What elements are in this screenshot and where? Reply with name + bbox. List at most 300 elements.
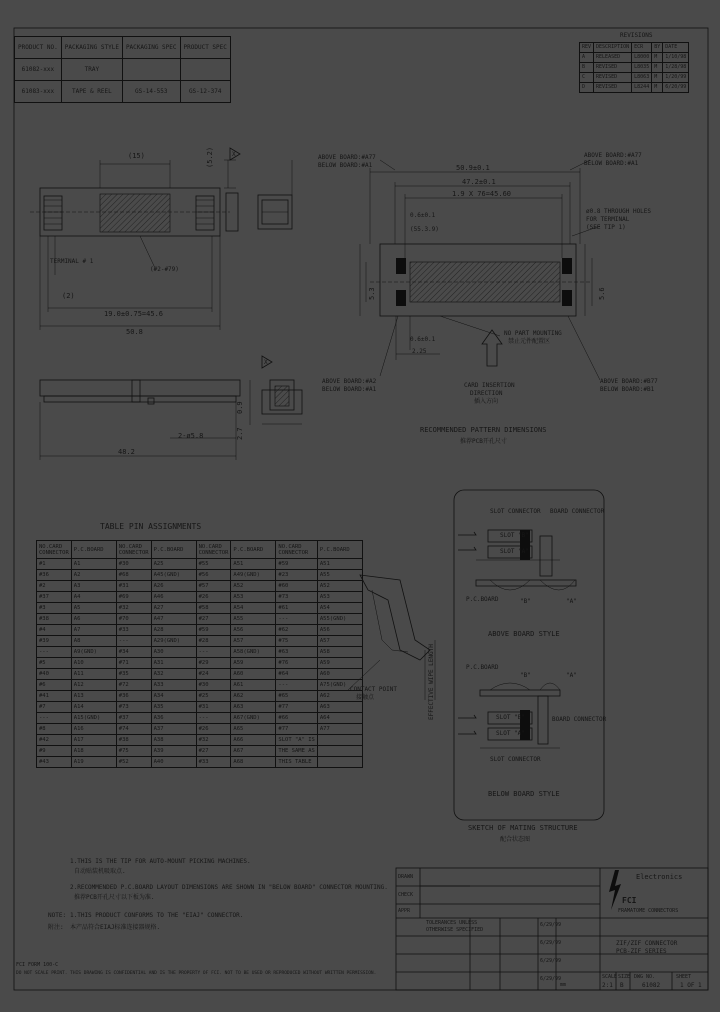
pin-cell: A25 [151, 559, 196, 570]
rev-cell: M [652, 63, 663, 73]
rev-cell: M [652, 83, 663, 93]
pin-cell: A49(GND) [231, 570, 276, 581]
pin-cell: #62 [276, 625, 317, 636]
product-header: PRODUCT NO. [15, 37, 62, 59]
drawing-number: 61082 [642, 982, 661, 989]
product-cell: 61082-xxx [15, 59, 62, 81]
dim-h1: 0.9 [236, 401, 244, 414]
rev-cell: C [580, 73, 594, 83]
pin-cell: --- [196, 647, 231, 658]
size-value: B [620, 982, 624, 989]
pin-cell: A56 [317, 625, 362, 636]
pin-cell: #68 [116, 570, 151, 581]
pin-cell: #75 [116, 746, 151, 757]
pin-cell: #31 [196, 702, 231, 713]
pin-table-header: NO.CARD CONNECTOR [37, 541, 72, 559]
pc-board-label-2: P.C.BOARD [466, 664, 499, 671]
product-cell: TRAY [61, 59, 122, 81]
dim-overall: 50.8 [126, 328, 143, 336]
dim-top: (15) [128, 152, 145, 160]
pin-cell: #40 [37, 669, 72, 680]
rev-cell: L8244 [632, 83, 652, 93]
pin-cell: #33 [196, 757, 231, 768]
pin-cell: A29(GND) [151, 636, 196, 647]
pin-cell: #77 [276, 702, 317, 713]
pin-cell: A59 [231, 658, 276, 669]
rev-cell: 1/10/98 [663, 53, 689, 63]
pin-cell: #9 [37, 746, 72, 757]
pin-cell: #75 [276, 636, 317, 647]
pin-cell: #36 [37, 570, 72, 581]
dim-bottom: 19.0±0.75=45.6 [104, 310, 164, 318]
pin-cell: A45(GND) [151, 570, 196, 581]
pin-cell: #6 [37, 680, 72, 691]
pin-cell: A52 [231, 581, 276, 592]
pin-cell: A61 [231, 680, 276, 691]
pin-cell: #32 [196, 735, 231, 746]
pin-cell: A54 [231, 603, 276, 614]
dwg-label: DWG NO. [634, 974, 656, 980]
contact-point-label-cn: 接触点 [356, 694, 375, 701]
pin-cell: #59 [196, 625, 231, 636]
pin-cell: A15(GND) [71, 713, 116, 724]
dim-pattern-inner: 47.2±0.1 [462, 178, 496, 186]
pin-cell: #36 [116, 691, 151, 702]
pin-cell: #60 [276, 581, 317, 592]
pin-cell: #61 [276, 603, 317, 614]
pin-cell: A17 [71, 735, 116, 746]
pin-cell: #72 [116, 680, 151, 691]
pin-cell: A18 [71, 746, 116, 757]
rev-cell: 6/20/99 [663, 83, 689, 93]
b-label-2: "B" [520, 672, 531, 679]
slot-b-label: SLOT "B" [500, 532, 529, 539]
pin-cell: A3 [71, 581, 116, 592]
company-name: Electronics [636, 873, 683, 881]
pin-cell: #4 [37, 625, 72, 636]
pin-table-header: NO.CARD CONNECTOR [116, 541, 151, 559]
pin-cell: A5 [71, 603, 116, 614]
product-cell [122, 59, 180, 81]
rev-cell: REVISED [594, 73, 632, 83]
pin-cell: A67(GND) [231, 713, 276, 724]
pin-cell: A31 [151, 658, 196, 669]
table-row [37, 735, 363, 746]
pin-cell: #74 [116, 724, 151, 735]
b-label: "B" [520, 598, 531, 605]
units: mm [560, 982, 567, 988]
table-row [37, 713, 363, 724]
pin-cell: #71 [116, 658, 151, 669]
dim-h2: 2.7 [236, 427, 244, 440]
pin-cell: #59 [276, 559, 317, 570]
sketch-title-cn: 配合状态图 [500, 836, 531, 843]
top-view-connector [30, 160, 238, 330]
pin-cell: #38 [37, 614, 72, 625]
revisions-table [579, 42, 689, 93]
slot-a-label: SLOT "A" [500, 548, 529, 555]
pin-cell: #26 [196, 724, 231, 735]
date-2: 6/29/99 [540, 940, 562, 946]
pin-cell: A36 [151, 713, 196, 724]
note-text: 1.THIS PRODUCT CONFORMS TO THE "EIAJ" CONNECTOR. [70, 912, 244, 919]
pin-cell: --- [196, 713, 231, 724]
holes-note-3: (SEE TIP 1) [586, 224, 626, 231]
board-connector-label: BOARD CONNECTOR [550, 508, 605, 515]
table-row [37, 757, 363, 768]
pin-cell: --- [276, 614, 317, 625]
pin-label: (#2-#79) [150, 266, 179, 273]
pin-cell: A40 [151, 757, 196, 768]
pin-cell [317, 746, 362, 757]
pin-cell: A51 [231, 559, 276, 570]
pin-cell: A60 [317, 669, 362, 680]
pin-cell: #24 [196, 669, 231, 680]
pin-cell: A34 [151, 691, 196, 702]
pin-cell: A60 [231, 669, 276, 680]
pin-cell: #64 [276, 669, 317, 680]
pin-table-header: NO.CARD CONNECTOR [196, 541, 231, 559]
pin-cell: A53 [231, 592, 276, 603]
note-label: NOTE: [48, 912, 67, 919]
pin-cell: #23 [276, 570, 317, 581]
pin-cell: A55(GND) [317, 614, 362, 625]
dim-pattern-side: 5.3 [368, 287, 376, 300]
dim-pattern-pitch: 1.9 X 76=45.60 [452, 190, 512, 198]
pin-cell: A51 [317, 559, 362, 570]
pin-cell: --- [276, 680, 317, 691]
table-row [37, 647, 363, 658]
pin-cell: A2 [71, 570, 116, 581]
pin-cell: #25 [196, 691, 231, 702]
sheet-value: 1 OF 1 [680, 982, 702, 989]
table-row [37, 592, 363, 603]
packaging-spec-header: PACKAGING SPEC [122, 37, 180, 59]
checked-label: CHECK [398, 892, 414, 898]
sketch-title: SKETCH OF MATING STRUCTURE [468, 824, 578, 832]
pin-cell: #29 [196, 658, 231, 669]
pin-cell: #65 [276, 691, 317, 702]
pin-cell: #28 [196, 636, 231, 647]
pin-cell: THIS TABLE [276, 757, 317, 768]
a-label-2: "A" [566, 672, 577, 679]
revisions-title: REVISIONS [620, 32, 653, 39]
rev-cell: REVISED [594, 63, 632, 73]
rev-cell: RELEASED [594, 53, 632, 63]
pin-cell: A35 [151, 702, 196, 713]
pin-cell: A66 [231, 735, 276, 746]
product-table [14, 36, 231, 103]
contact-point-label: CONTACT POINT [350, 686, 397, 693]
pin-cell: #76 [276, 658, 317, 669]
product-cell: GS-14-553 [122, 81, 180, 103]
product-cell [180, 59, 230, 81]
dim-pattern-height: 5.6 [598, 287, 606, 300]
pin-cell: A13 [71, 691, 116, 702]
pin-cell: #73 [116, 702, 151, 713]
table-row [37, 658, 363, 669]
pin-cell: A14 [71, 702, 116, 713]
pin-cell: #52 [116, 757, 151, 768]
card-insert-label-cn: 插入方向 [474, 398, 499, 405]
rev-cell: M [652, 53, 663, 63]
above-a1: ABOVE BOARD:#A77 [584, 152, 642, 159]
pin-cell: #37 [37, 592, 72, 603]
dim-pattern-overall: 50.9±0.1 [456, 164, 490, 172]
no-part-label-cn: 禁止元件配置区 [508, 338, 551, 345]
pin-table-header: P.C.BOARD [231, 541, 276, 559]
no-part-label: NO PART MOUNTING [504, 330, 562, 337]
slot-connector-label: SLOT CONNECTOR [490, 508, 541, 515]
pin-cell: A62 [317, 691, 362, 702]
pin-cell: A6 [71, 614, 116, 625]
dim-height: (5.2) [206, 146, 214, 168]
pin-cell: A55 [317, 570, 362, 581]
pin-cell: #1 [37, 559, 72, 570]
pin-cell: A32 [151, 669, 196, 680]
scale-value: 2:1 [602, 982, 613, 989]
dim-pattern-bot2: 2.25 [412, 348, 427, 355]
pin-cell: #56 [196, 570, 231, 581]
holes-note-2: FOR TERMINAL [586, 216, 630, 223]
pin-cell: A37 [151, 724, 196, 735]
pin-cell: A55 [231, 614, 276, 625]
pin-cell: A56 [231, 625, 276, 636]
board-connector-label-2: BOARD CONNECTOR [552, 716, 607, 723]
pin-cell: A7 [71, 625, 116, 636]
rev-cell: L8000 [632, 53, 652, 63]
table-row [37, 625, 363, 636]
brand-sub: FRAMATOME CONNECTORS [618, 908, 679, 914]
pin-cell: A10 [71, 658, 116, 669]
size-label: SIZE [618, 974, 631, 980]
pin-cell: #58 [196, 603, 231, 614]
pin-cell: THE SAME AS [276, 746, 317, 757]
pin-cell: --- [37, 713, 72, 724]
card-insert-label-2: DIRECTION [470, 390, 503, 397]
pin-cell: A59 [317, 658, 362, 669]
pin-cell: A75(GND) [317, 680, 362, 691]
below-a77: BELOW BOARD:#A1 [318, 162, 373, 169]
pin-assignment-table [36, 540, 363, 768]
pin-cell: A9(GND) [71, 647, 116, 658]
table-row [37, 691, 363, 702]
dim-pins: 2-ø5.8 [178, 432, 204, 440]
table-row [37, 746, 363, 757]
tolerances-label-2: OTHERWISE SPECIFIED [426, 927, 484, 933]
pin-cell: #39 [37, 636, 72, 647]
above-style-label: ABOVE BOARD STYLE [488, 630, 560, 638]
pin-cell [317, 735, 362, 746]
dim-pattern-bot: 0.6±0.1 [410, 336, 436, 343]
pin-table-header: P.C.BOARD [71, 541, 116, 559]
slot-a-label-2: SLOT "A" [496, 730, 525, 737]
slot-connector-label-2: SLOT CONNECTOR [490, 756, 541, 763]
pin-cell: #70 [116, 614, 151, 625]
date-4: 6/29/99 [540, 976, 562, 982]
table-row [37, 702, 363, 713]
pc-board-label: P.C.BOARD [466, 596, 499, 603]
pin-cell: #34 [116, 647, 151, 658]
pin-cell: #57 [196, 581, 231, 592]
pin-cell: A58 [317, 647, 362, 658]
pin-cell: SLOT "A" IS [276, 735, 317, 746]
terminal-label: TERMINAL # 1 [50, 258, 94, 265]
table-row [37, 724, 363, 735]
pin-cell: A77 [317, 724, 362, 735]
pin-cell: #27 [196, 746, 231, 757]
pin-cell: A52 [317, 581, 362, 592]
above-a77: ABOVE BOARD:#A77 [318, 154, 376, 161]
pin-cell: #30 [116, 559, 151, 570]
rev-cell: REVISED [594, 83, 632, 93]
pin-cell: A65 [231, 724, 276, 735]
pin-cell: A57 [231, 636, 276, 647]
pin-cell: #69 [116, 592, 151, 603]
pin-cell: A46 [151, 592, 196, 603]
dim-width: 48.2 [118, 448, 135, 456]
pin-cell: A39 [151, 746, 196, 757]
note-1-cn: 自动贴装机吸取点. [74, 868, 126, 875]
holes-note: ø0.8 THROUGH HOLES [586, 208, 652, 215]
rev-header: BY [652, 43, 663, 53]
footer-form: FCI FORM 100-C [16, 962, 59, 968]
pin-table-header: NO.CARD CONNECTOR [276, 541, 317, 559]
table-row [37, 669, 363, 680]
a-label: "A" [566, 598, 577, 605]
rev-header: REV [580, 43, 594, 53]
date-3: 6/29/99 [540, 958, 562, 964]
pin-cell: #77 [276, 724, 317, 735]
pin-cell: #37 [116, 713, 151, 724]
product-cell: GS-12-374 [180, 81, 230, 103]
rev-cell: 1/20/99 [663, 73, 689, 83]
pin-cell: A12 [71, 680, 116, 691]
pin-cell: #55 [196, 559, 231, 570]
rev-cell: L8035 [632, 63, 652, 73]
pattern-title-cn: 推荐PCB开孔尺寸 [460, 438, 507, 445]
rev-cell: B [580, 63, 594, 73]
datum-x: X [232, 151, 236, 158]
above-a2: ABOVE BOARD:#A2 [322, 378, 377, 385]
pin-cell: #30 [196, 680, 231, 691]
pin-cell: #5 [37, 658, 72, 669]
date-1: 6/29/99 [540, 922, 562, 928]
pin-cell: A47 [151, 614, 196, 625]
product-cell: 61083-xxx [15, 81, 62, 103]
slot-b-label-2: SLOT "B" [496, 714, 525, 721]
mating-sketch [454, 490, 607, 820]
table-row [37, 570, 363, 581]
pattern-title: RECOMMENDED PATTERN DIMENSIONS [420, 426, 547, 434]
table-row [37, 636, 363, 647]
rev-header: DESCRIPTION [594, 43, 632, 53]
table-row [37, 581, 363, 592]
pin-cell: A11 [71, 669, 116, 680]
below-style-label: BELOW BOARD STYLE [488, 790, 560, 798]
pin-cell: A54 [317, 603, 362, 614]
desc-2: PCB-ZIF SERIES [616, 948, 667, 955]
pin-table-header: P.C.BOARD [317, 541, 362, 559]
pin-cell: A53 [317, 592, 362, 603]
pin-cell: A67 [231, 746, 276, 757]
note-2: 2.RECOMMENDED P.C.BOARD LAYOUT DIMENSIONS ARE SHOWN IN "BELOW BOARD" CONNECTOR MOUNTING. [70, 884, 388, 891]
rev-cell: D [580, 83, 594, 93]
desc-1: ZIF/ZIF CONNECTOR [616, 940, 678, 947]
note-2-cn: 推荐PCB开孔尺寸以下板为准. [74, 894, 155, 901]
tolerances-label: TOLERANCES UNLESS [426, 920, 478, 926]
pin-table-header: P.C.BOARD [151, 541, 196, 559]
pin-cell: A68 [231, 757, 276, 768]
pin-cell: A33 [151, 680, 196, 691]
approved-label: APPR [398, 908, 411, 914]
above-b77: ABOVE BOARD:#B77 [600, 378, 658, 385]
pin-cell: #26 [196, 592, 231, 603]
rev-cell: L8063 [632, 73, 652, 83]
note-1: 1.THIS IS THE TIP FOR AUTO-MOUNT PICKING MACHINES. [70, 858, 251, 865]
pin-cell: #38 [116, 735, 151, 746]
pin-cell: A4 [71, 592, 116, 603]
pin-cell: A1 [71, 559, 116, 570]
brand-name: FCI [622, 896, 637, 905]
pin-cell: #66 [276, 713, 317, 724]
pin-cell: #32 [116, 603, 151, 614]
pin-cell: #35 [116, 669, 151, 680]
pin-cell: #43 [37, 757, 72, 768]
pin-cell: A16 [71, 724, 116, 735]
table-row [37, 614, 363, 625]
pin-cell: #63 [276, 647, 317, 658]
drawn-label: DRAWN [398, 874, 414, 880]
pin-table-title: TABLE PIN ASSIGNMENTS [100, 522, 202, 531]
pin-cell: #27 [196, 614, 231, 625]
pin-cell: --- [37, 647, 72, 658]
pin-cell: #73 [276, 592, 317, 603]
footer-text: DO NOT SCALE PRINT. THIS DRAWING IS CONFIDENTIAL AND IS THE PROPERTY OF FCI. NOT TO BE USED OR REPRODUCED WITHOUT WRITTEN PERMISSION. [16, 971, 377, 976]
pin-cell: #2 [37, 581, 72, 592]
table-row [37, 680, 363, 691]
pin-cell [317, 757, 362, 768]
card-insert-label: CARD INSERTION [464, 382, 515, 389]
product-cell: TAPE & REEL [61, 81, 122, 103]
rev-cell: A [580, 53, 594, 63]
pin-cell: A63 [231, 702, 276, 713]
pin-cell: A8 [71, 636, 116, 647]
pin-cell: A58(GND) [231, 647, 276, 658]
pin-cell: A27 [151, 603, 196, 614]
dim-pattern-edge: (55.3.9) [410, 226, 439, 233]
below-a1: BELOW BOARD:#A1 [584, 160, 639, 167]
pin-cell: #7 [37, 702, 72, 713]
pin-cell: #41 [37, 691, 72, 702]
pin-cell: #31 [116, 581, 151, 592]
pin-cell: #3 [37, 603, 72, 614]
dim-pitch: (2) [62, 292, 75, 300]
side-view-connector [40, 380, 302, 460]
wipe-label: EFFECTIVE WIPE LENGTH [428, 644, 435, 720]
sheet-label: SHEET [676, 974, 692, 980]
pin-cell: A62 [231, 691, 276, 702]
packaging-style-header: PACKAGING STYLE [61, 37, 122, 59]
pin-cell: A30 [151, 647, 196, 658]
rev-header: ECR [632, 43, 652, 53]
note-label-cn: 附注: [48, 924, 64, 931]
rev-cell: M [652, 73, 663, 83]
product-spec-header: PRODUCT SPEC [180, 37, 230, 59]
below-b77: BELOW BOARD:#B1 [600, 386, 655, 393]
pin-cell: A19 [71, 757, 116, 768]
pin-cell: A38 [151, 735, 196, 746]
